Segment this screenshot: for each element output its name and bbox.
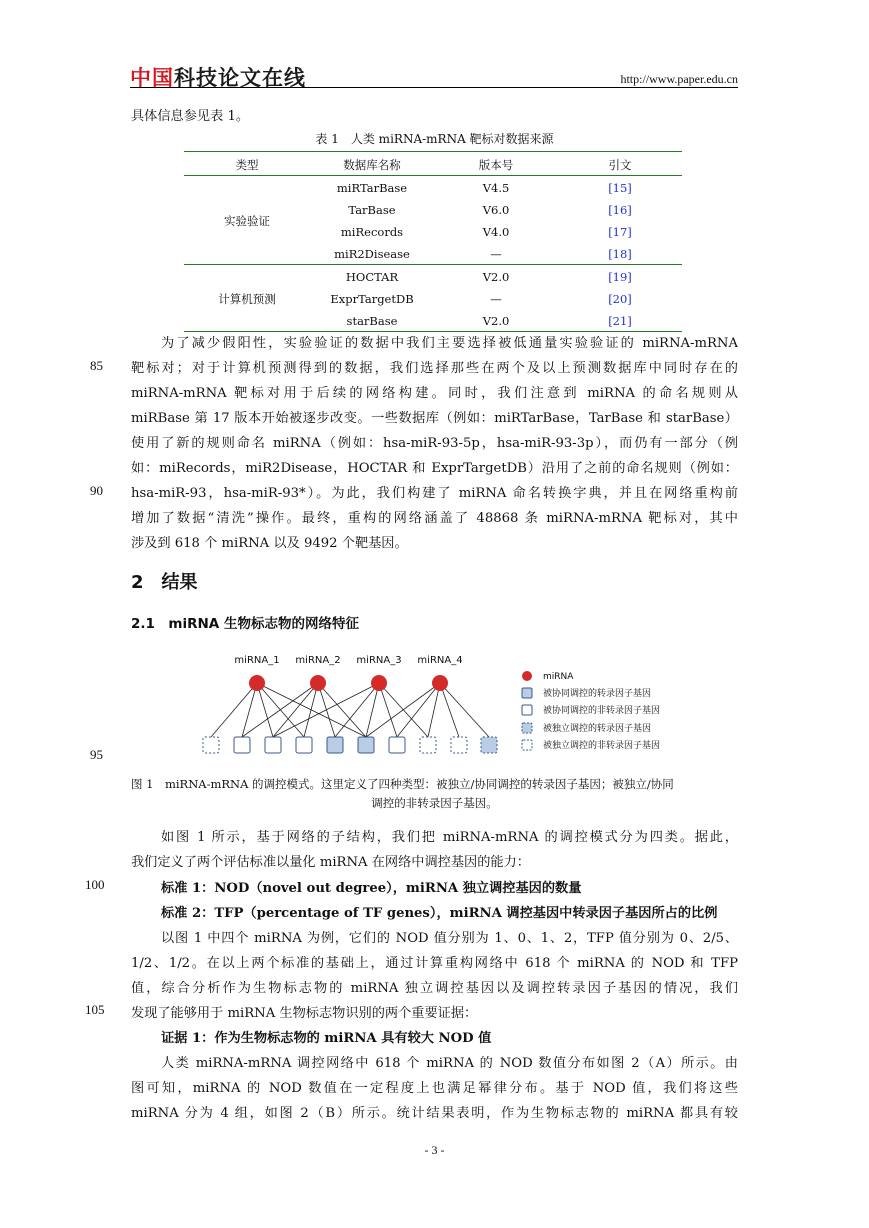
line-number: 85 <box>90 358 103 373</box>
mirna-node <box>310 675 326 691</box>
table-header-ref: 引文 <box>608 158 632 172</box>
criterion-1: 标准 1：NOD（novel out degree），miRNA 独立调控基因的数量 <box>161 881 582 896</box>
page-number: - 3 - <box>424 1143 445 1157</box>
gene-node <box>296 737 312 753</box>
paragraph-line: 增加了数据“清洗”操作。最终，重构的网络涵盖了 48868 条 miRNA-mRNA 靶标对，其中 <box>131 511 738 526</box>
legend-gene-swatch <box>522 688 532 698</box>
gene-node <box>420 737 436 753</box>
mirna-node <box>249 675 265 691</box>
paragraph-line: 使用了新的规则命名 miRNA（例如：hsa-miR-93-5p，hsa-miR-93-3p），而仍有一部分（例 <box>131 436 738 451</box>
table-cell-version: V2.0 <box>482 314 510 328</box>
table-cell-version: — <box>490 247 502 261</box>
table-header-version: 版本号 <box>478 158 514 172</box>
mirna-node <box>432 675 448 691</box>
logo-part-red: 中国 <box>130 66 174 90</box>
legend-label: 被独立调控的非转录因子基因 <box>543 741 661 751</box>
table-header-type: 类型 <box>235 158 259 172</box>
diagram-edge <box>273 683 379 737</box>
gene-node <box>265 737 281 753</box>
table-top-rule <box>184 151 682 152</box>
paragraph-line: 值，综合分析作为生物标志物的 miRNA 独立调控基因以及调控转录因子基因的情况，我们 <box>131 981 738 996</box>
mirna-node <box>371 675 387 691</box>
paragraph-line: 如图 1 所示，基于网络的子结构，我们把 miRNA-mRNA 的调控模式分为四类。据此， <box>161 830 738 845</box>
table-cell-ref-link[interactable]: [21] <box>608 314 632 328</box>
table-title: 表 1 人类 miRNA-mRNA 靶标对数据来源 <box>315 132 554 146</box>
diagram-edge <box>242 683 257 737</box>
criterion-2: 标准 2：TFP（percentage of TF genes），miRNA 调控基因中转录因子基因所占的比例 <box>161 906 718 921</box>
legend-label: 被协同调控的转录因子基因 <box>543 689 652 699</box>
header-url[interactable]: http://www.paper.edu.cn <box>620 72 738 86</box>
gene-node <box>451 737 467 753</box>
legend-label: 被协同调控的非转录因子基因 <box>543 706 661 716</box>
paragraph-line: miRNA-mRNA 靶标对用于后续的网络构建。同时，我们注意到 miRNA 的命名规则从 <box>131 386 738 401</box>
table-cell-db: TarBase <box>348 203 396 217</box>
legend-label: 被独立调控的转录因子基因 <box>543 724 652 734</box>
paragraph-line: 涉及到 618 个 miRNA 以及 9492 个靶基因。 <box>131 536 408 551</box>
legend-label: miRNA <box>543 672 574 682</box>
figure-caption-line: 图 1 miRNA-mRNA 的调控模式。这里定义了四种类型：被独立/协同调控的转录因子基因；被独立/协同 <box>131 777 674 791</box>
gene-node <box>358 737 374 753</box>
diagram-edge <box>440 683 459 737</box>
diagram-edge <box>379 683 397 737</box>
table-cell-db: miRTarBase <box>336 181 408 195</box>
subsection-heading: 2.1 miRNA 生物标志物的网络特征 <box>131 616 359 632</box>
table-header-rule <box>184 175 682 176</box>
section-heading-results: 2 结果 <box>131 572 198 593</box>
paragraph-line: hsa-miR-93，hsa-miR-93*）。为此，我们构建了 miRNA 命名转换字典，并且在网络重构前 <box>131 486 738 501</box>
logo-part-dark: 科技论文在线 <box>174 66 306 90</box>
gene-node <box>481 737 497 753</box>
table-cell-ref-link[interactable]: [19] <box>608 270 632 284</box>
mirna-label: miRNA_4 <box>417 655 463 666</box>
table-cell-ref-link[interactable]: [16] <box>608 203 632 217</box>
table-cell-version: — <box>490 292 502 306</box>
gene-node <box>389 737 405 753</box>
table-cell-db: ExprTargetDB <box>330 292 414 306</box>
diagram-edge <box>257 683 273 737</box>
table-header-db: 数据库名称 <box>343 158 401 172</box>
evidence-1: 证据 1：作为生物标志物的 miRNA 具有较大 NOD 值 <box>161 1031 492 1046</box>
table-cell-ref-link[interactable]: [20] <box>608 292 632 306</box>
table-group-type: 实验验证 <box>224 214 270 228</box>
paragraph-line: 以图 1 中四个 miRNA 为例，它们的 NOD 值分别为 1、0、1、2，TFP 值分别为 0、2/5、 <box>161 931 738 946</box>
paragraph-line: 我们定义了两个评估标准以量化 miRNA 在网络中调控基因的能力： <box>131 855 530 870</box>
mirna-label: miRNA_1 <box>234 655 280 666</box>
legend-gene-swatch <box>522 740 532 750</box>
table-cell-db: HOCTAR <box>345 270 399 284</box>
legend-gene-swatch <box>522 723 532 733</box>
table-cell-db: starBase <box>346 314 398 328</box>
gene-node <box>203 737 219 753</box>
paragraph-line: 为了减少假阳性，实验验证的数据中我们主要选择被低通量实验验证的 miRNA-mRNA <box>161 336 738 351</box>
paragraph-line: 图可知，miRNA 的 NOD 数值在一定程度上也满足幂律分布。基于 NOD 值，我们将这些 <box>131 1081 738 1096</box>
table-cell-ref-link[interactable]: [18] <box>608 247 632 261</box>
table-cell-db: miR2Disease <box>334 247 410 261</box>
table-cell-ref-link[interactable]: [17] <box>608 225 632 239</box>
header-rule <box>130 87 738 88</box>
paragraph-line: 靶标对；对于计算机预测得到的数据，我们选择那些在两个及以上预测数据库中同时存在的 <box>131 361 738 376</box>
paragraph-line: 人类 miRNA-mRNA 调控网络中 618 个 miRNA 的 NOD 数值分布如图 2（A）所示。由 <box>161 1056 738 1071</box>
legend-gene-swatch <box>522 705 532 715</box>
regulation-diagram <box>195 645 695 760</box>
legend-mirna-swatch <box>522 671 532 681</box>
line-number: 95 <box>90 747 103 762</box>
table-cell-version: V4.0 <box>482 225 510 239</box>
paragraph-line: 如：miRecords，miR2Disease，HOCTAR 和 ExprTargetDB）沿用了之前的命名规则（例如： <box>131 461 738 476</box>
line-number: 105 <box>85 1002 105 1017</box>
paragraph-line: 发现了能够用于 miRNA 生物标志物识别的两个重要证据： <box>131 1006 478 1021</box>
diagram-edge <box>440 683 489 737</box>
paragraph-line: miRNA 分为 4 组，如图 2（B）所示。统计结果表明，作为生物标志物的 miRNA 都具有较 <box>131 1106 738 1121</box>
table-cell-ref-link[interactable]: [15] <box>608 181 632 195</box>
table-group-rule <box>184 264 682 265</box>
line-number: 90 <box>90 483 103 498</box>
table-cell-version: V4.5 <box>482 181 510 195</box>
paragraph-line: miRBase 第 17 版本开始被逐步改变。一些数据库（例如：miRTarBase，TarBase 和 starBase） <box>131 411 738 426</box>
line-number: 100 <box>85 877 105 892</box>
mirna-label: miRNA_2 <box>295 655 341 666</box>
diagram-edge <box>211 683 257 737</box>
figure-caption-line: 调控的非转录因子基因。 <box>371 796 498 810</box>
gene-node <box>327 737 343 753</box>
table-cell-db: miRecords <box>340 225 404 239</box>
table-cell-version: V2.0 <box>482 270 510 284</box>
intro-line: 具体信息参见表 1。 <box>131 109 250 124</box>
diagram-edges <box>211 683 489 737</box>
table-cell-version: V6.0 <box>482 203 510 217</box>
table-group-type: 计算机预测 <box>218 292 276 306</box>
paragraph-line: 1/2、1/2。在以上两个标准的基础上，通过计算重构网络中 618 个 miRNA 的 NOD 和 TFP <box>131 956 738 971</box>
gene-node <box>234 737 250 753</box>
mirna-label: miRNA_3 <box>356 655 402 666</box>
